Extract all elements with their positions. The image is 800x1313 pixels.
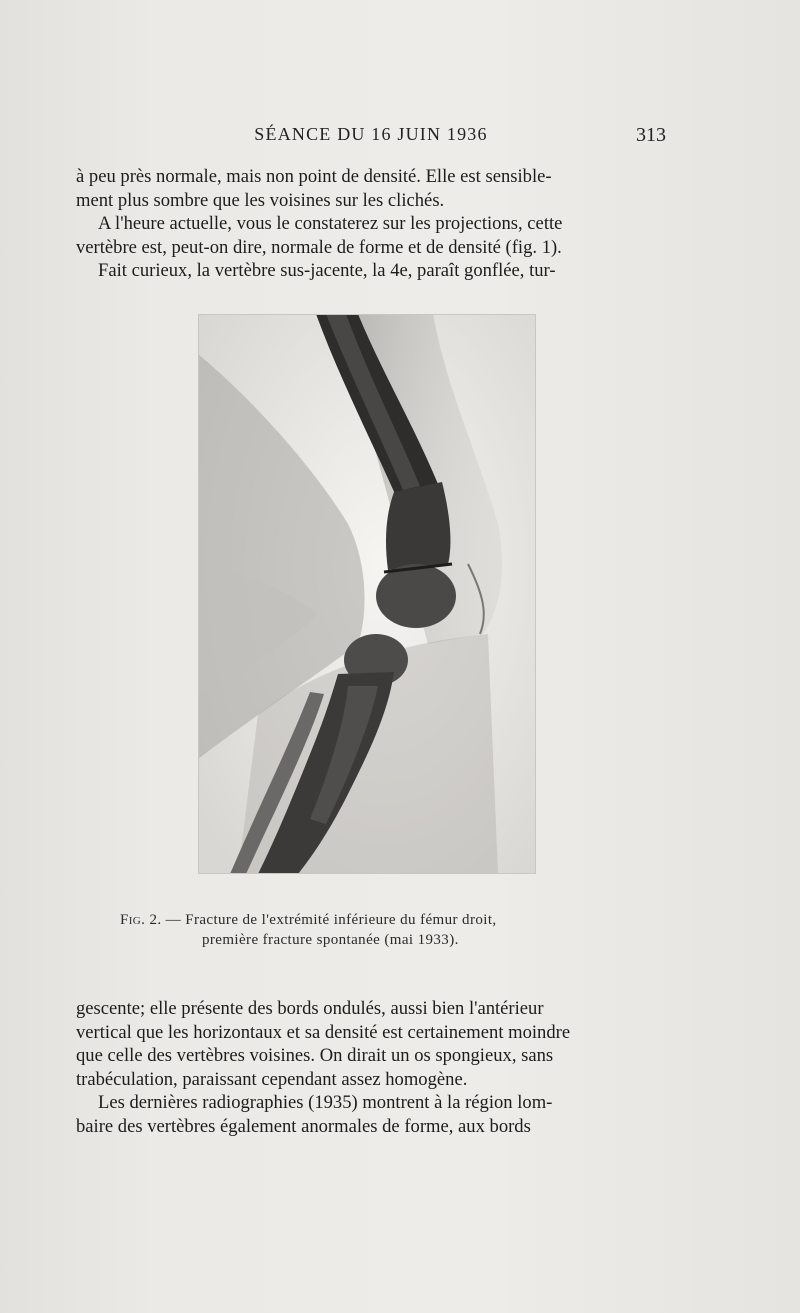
running-head-title: SÉANCE DU 16 JUIN 1936 xyxy=(254,124,488,144)
text-line: Fait curieux, la vertèbre sus-jacente, la 4e, paraît gonflée, tur- xyxy=(98,260,556,281)
text-line: que celle des vertèbres voisines. On dirait un os spongieux, sans xyxy=(76,1045,554,1066)
running-head xyxy=(76,124,666,154)
xray-figure-image xyxy=(198,314,536,874)
text-line: A l'heure actuelle, vous le constaterez sur les projections, cette xyxy=(98,213,563,234)
text-line: baire des vertèbres également anormales de forme, aux bords xyxy=(76,1115,531,1137)
text-line: gescente; elle présente des bords ondulés, aussi bien l'antérieur xyxy=(76,998,544,1019)
text-line: vertèbre est, peut-on dire, normale de forme et de densité (fig. 1). xyxy=(76,236,562,258)
text-line: Les dernières radiographies (1935) montrent à la région lom- xyxy=(98,1092,553,1113)
figure-caption xyxy=(76,910,668,950)
knee-radiograph xyxy=(198,314,536,874)
top-paragraphs xyxy=(76,165,668,283)
page-number: 313 xyxy=(636,124,666,146)
text-line: à peu près normale, mais non point de densité. Elle est sensible- xyxy=(76,166,552,187)
caption-text-line: première fracture spontanée (mai 1933). xyxy=(202,932,459,948)
caption-text-line: — Fracture de l'extrémité inférieure du fémur droit, xyxy=(165,912,497,928)
text-line: vertical que les horizontaux et sa densité est certainement moindre xyxy=(76,1021,571,1043)
bottom-paragraphs xyxy=(76,997,668,1138)
text-line: ment plus sombre que les voisines sur les clichés. xyxy=(76,189,445,211)
text-line: trabéculation, paraissant cependant assez homogène. xyxy=(76,1068,468,1090)
figure-label: Fig. 2. xyxy=(120,912,162,928)
